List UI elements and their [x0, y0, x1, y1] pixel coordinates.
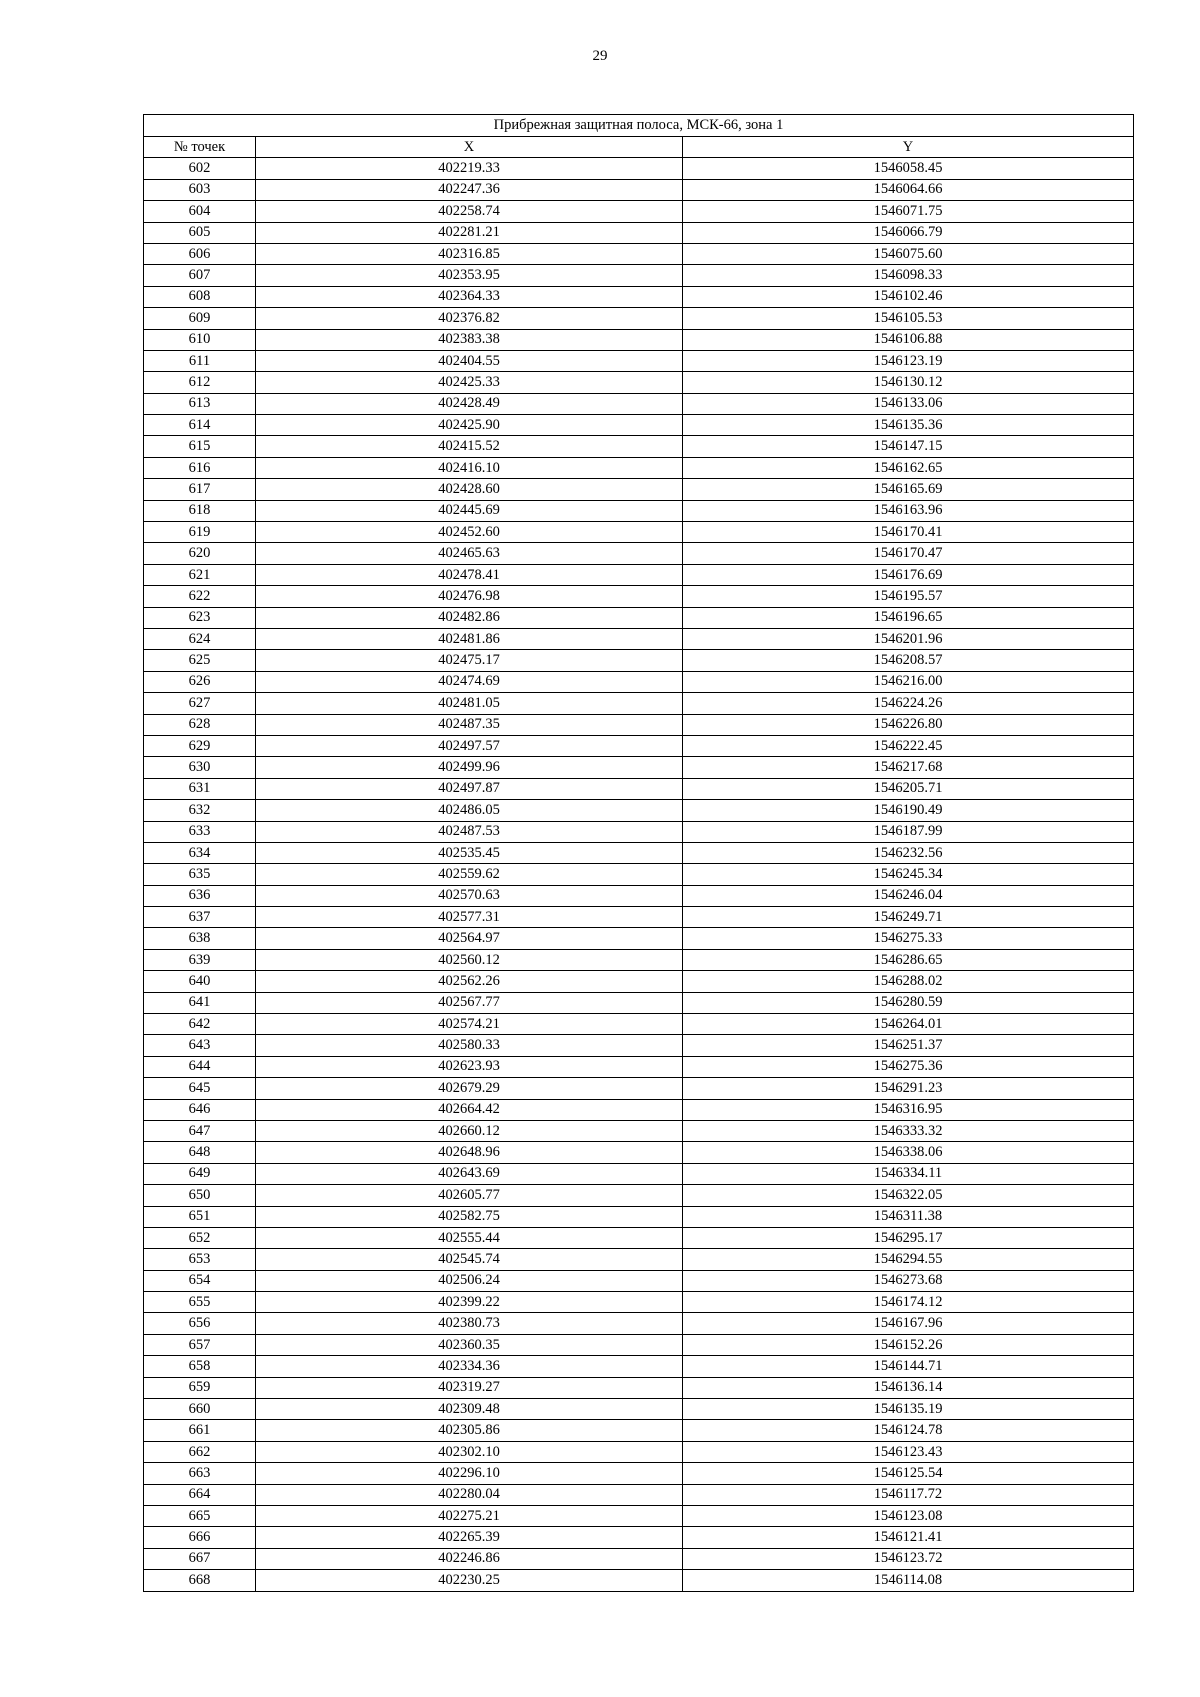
table-row	[144, 457, 1134, 478]
table-row	[144, 778, 1134, 799]
x-coordinate-cell: 402404.55	[256, 350, 683, 371]
y-coordinate-cell: 1546232.56	[683, 842, 1134, 863]
point-number-cell: 652	[144, 1227, 256, 1248]
table-row	[144, 1120, 1134, 1141]
x-coordinate-cell: 402643.69	[256, 1163, 683, 1184]
y-coordinate-cell: 1546167.96	[683, 1313, 1134, 1334]
x-coordinate-cell: 402258.74	[256, 201, 683, 222]
point-number-cell: 610	[144, 329, 256, 350]
y-coordinate-cell: 1546064.66	[683, 179, 1134, 200]
point-number-cell: 665	[144, 1506, 256, 1527]
y-coordinate-cell: 1546224.26	[683, 693, 1134, 714]
x-coordinate-cell: 402275.21	[256, 1506, 683, 1527]
y-coordinate-cell: 1546123.08	[683, 1506, 1134, 1527]
y-coordinate-cell: 1546125.54	[683, 1463, 1134, 1484]
x-coordinate-cell: 402416.10	[256, 457, 683, 478]
y-coordinate-cell: 1546114.08	[683, 1570, 1134, 1591]
table-row	[144, 500, 1134, 521]
point-number-cell: 633	[144, 821, 256, 842]
y-coordinate-cell: 1546106.88	[683, 329, 1134, 350]
y-coordinate-cell: 1546294.55	[683, 1249, 1134, 1270]
y-coordinate-cell: 1546121.41	[683, 1527, 1134, 1548]
y-coordinate-cell: 1546105.53	[683, 308, 1134, 329]
point-number-cell: 651	[144, 1206, 256, 1227]
y-coordinate-cell: 1546152.26	[683, 1334, 1134, 1355]
y-coordinate-cell: 1546333.32	[683, 1120, 1134, 1141]
x-coordinate-cell: 402280.04	[256, 1484, 683, 1505]
column-header-y: Y	[683, 137, 1134, 158]
table-row	[144, 1420, 1134, 1441]
x-coordinate-cell: 402481.86	[256, 628, 683, 649]
x-coordinate-cell: 402425.33	[256, 372, 683, 393]
y-coordinate-cell: 1546123.43	[683, 1441, 1134, 1462]
y-coordinate-cell: 1546136.14	[683, 1377, 1134, 1398]
y-coordinate-cell: 1546176.69	[683, 564, 1134, 585]
x-coordinate-cell: 402664.42	[256, 1099, 683, 1120]
table-row	[144, 1484, 1134, 1505]
y-coordinate-cell: 1546123.72	[683, 1548, 1134, 1569]
y-coordinate-cell: 1546135.19	[683, 1399, 1134, 1420]
table-row	[144, 1463, 1134, 1484]
x-coordinate-cell: 402475.17	[256, 650, 683, 671]
x-coordinate-cell: 402574.21	[256, 1014, 683, 1035]
x-coordinate-cell: 402452.60	[256, 522, 683, 543]
table-row	[144, 222, 1134, 243]
y-coordinate-cell: 1546226.80	[683, 714, 1134, 735]
table-row	[144, 372, 1134, 393]
x-coordinate-cell: 402353.95	[256, 265, 683, 286]
x-coordinate-cell: 402428.49	[256, 393, 683, 414]
table-row	[144, 1527, 1134, 1548]
table-row	[144, 1270, 1134, 1291]
y-coordinate-cell: 1546295.17	[683, 1227, 1134, 1248]
y-coordinate-cell: 1546334.11	[683, 1163, 1134, 1184]
y-coordinate-cell: 1546273.68	[683, 1270, 1134, 1291]
table-row	[144, 1078, 1134, 1099]
x-coordinate-cell: 402364.33	[256, 286, 683, 307]
y-coordinate-cell: 1546163.96	[683, 500, 1134, 521]
y-coordinate-cell: 1546135.36	[683, 415, 1134, 436]
table-row	[144, 179, 1134, 200]
y-coordinate-cell: 1546133.06	[683, 393, 1134, 414]
point-number-cell: 646	[144, 1099, 256, 1120]
table-title-row	[144, 115, 1134, 137]
y-coordinate-cell: 1546249.71	[683, 907, 1134, 928]
table-row	[144, 586, 1134, 607]
point-number-cell: 655	[144, 1292, 256, 1313]
point-number-cell: 632	[144, 800, 256, 821]
point-number-cell: 638	[144, 928, 256, 949]
point-number-cell: 617	[144, 479, 256, 500]
table-row	[144, 1441, 1134, 1462]
table-row	[144, 992, 1134, 1013]
table-row	[144, 842, 1134, 863]
y-coordinate-cell: 1546162.65	[683, 457, 1134, 478]
point-number-cell: 606	[144, 243, 256, 264]
x-coordinate-cell: 402648.96	[256, 1142, 683, 1163]
y-coordinate-cell: 1546124.78	[683, 1420, 1134, 1441]
table-row	[144, 479, 1134, 500]
table-row	[144, 1377, 1134, 1398]
table-row	[144, 800, 1134, 821]
y-coordinate-cell: 1546170.47	[683, 543, 1134, 564]
point-number-cell: 603	[144, 179, 256, 200]
x-coordinate-cell: 402497.87	[256, 778, 683, 799]
point-number-cell: 641	[144, 992, 256, 1013]
y-coordinate-cell: 1546316.95	[683, 1099, 1134, 1120]
point-number-cell: 653	[144, 1249, 256, 1270]
x-coordinate-cell: 402623.93	[256, 1056, 683, 1077]
point-number-cell: 631	[144, 778, 256, 799]
point-number-cell: 658	[144, 1356, 256, 1377]
x-coordinate-cell: 402360.35	[256, 1334, 683, 1355]
point-number-cell: 642	[144, 1014, 256, 1035]
x-coordinate-cell: 402296.10	[256, 1463, 683, 1484]
point-number-cell: 640	[144, 971, 256, 992]
point-number-cell: 619	[144, 522, 256, 543]
table-header-row	[144, 137, 1134, 158]
table-row	[144, 821, 1134, 842]
x-coordinate-cell: 402482.86	[256, 607, 683, 628]
point-number-cell: 609	[144, 308, 256, 329]
table-row	[144, 714, 1134, 735]
column-header-x: X	[256, 137, 683, 158]
table-row	[144, 907, 1134, 928]
y-coordinate-cell: 1546338.06	[683, 1142, 1134, 1163]
table-row	[144, 693, 1134, 714]
point-number-cell: 607	[144, 265, 256, 286]
table-row	[144, 393, 1134, 414]
y-coordinate-cell: 1546058.45	[683, 158, 1134, 179]
table-row	[144, 201, 1134, 222]
x-coordinate-cell: 402219.33	[256, 158, 683, 179]
x-coordinate-cell: 402247.36	[256, 179, 683, 200]
point-number-cell: 604	[144, 201, 256, 222]
point-number-cell: 659	[144, 1377, 256, 1398]
y-coordinate-cell: 1546147.15	[683, 436, 1134, 457]
point-number-cell: 660	[144, 1399, 256, 1420]
point-number-cell: 630	[144, 757, 256, 778]
table-row	[144, 1099, 1134, 1120]
x-coordinate-cell: 402465.63	[256, 543, 683, 564]
y-coordinate-cell: 1546291.23	[683, 1078, 1134, 1099]
table-row	[144, 1249, 1134, 1270]
x-coordinate-cell: 402605.77	[256, 1185, 683, 1206]
y-coordinate-cell: 1546075.60	[683, 243, 1134, 264]
table-row	[144, 564, 1134, 585]
point-number-cell: 666	[144, 1527, 256, 1548]
x-coordinate-cell: 402474.69	[256, 671, 683, 692]
point-number-cell: 635	[144, 864, 256, 885]
table-row	[144, 243, 1134, 264]
table-row	[144, 671, 1134, 692]
x-coordinate-cell: 402399.22	[256, 1292, 683, 1313]
y-coordinate-cell: 1546275.33	[683, 928, 1134, 949]
point-number-cell: 608	[144, 286, 256, 307]
table-row	[144, 329, 1134, 350]
coordinates-table	[143, 114, 1134, 1592]
table-row	[144, 1142, 1134, 1163]
point-number-cell: 663	[144, 1463, 256, 1484]
point-number-cell: 621	[144, 564, 256, 585]
y-coordinate-cell: 1546280.59	[683, 992, 1134, 1013]
table-row	[144, 1356, 1134, 1377]
y-coordinate-cell: 1546187.99	[683, 821, 1134, 842]
table-row	[144, 971, 1134, 992]
point-number-cell: 627	[144, 693, 256, 714]
table-title: Прибрежная защитная полоса, МСК-66, зона 1	[144, 115, 1134, 137]
x-coordinate-cell: 402582.75	[256, 1206, 683, 1227]
y-coordinate-cell: 1546216.00	[683, 671, 1134, 692]
table-row	[144, 543, 1134, 564]
y-coordinate-cell: 1546130.12	[683, 372, 1134, 393]
table-row	[144, 735, 1134, 756]
y-coordinate-cell: 1546286.65	[683, 949, 1134, 970]
table-row	[144, 949, 1134, 970]
x-coordinate-cell: 402425.90	[256, 415, 683, 436]
y-coordinate-cell: 1546205.71	[683, 778, 1134, 799]
point-number-cell: 622	[144, 586, 256, 607]
table-row	[144, 885, 1134, 906]
point-number-cell: 657	[144, 1334, 256, 1355]
x-coordinate-cell: 402309.48	[256, 1399, 683, 1420]
x-coordinate-cell: 402334.36	[256, 1356, 683, 1377]
point-number-cell: 645	[144, 1078, 256, 1099]
table-row	[144, 928, 1134, 949]
table-row	[144, 1334, 1134, 1355]
point-number-cell: 656	[144, 1313, 256, 1334]
table-body	[144, 158, 1134, 1591]
point-number-cell: 623	[144, 607, 256, 628]
y-coordinate-cell: 1546170.41	[683, 522, 1134, 543]
y-coordinate-cell: 1546245.34	[683, 864, 1134, 885]
table-row	[144, 864, 1134, 885]
x-coordinate-cell: 402281.21	[256, 222, 683, 243]
point-number-cell: 668	[144, 1570, 256, 1591]
x-coordinate-cell: 402564.97	[256, 928, 683, 949]
point-number-cell: 661	[144, 1420, 256, 1441]
x-coordinate-cell: 402265.39	[256, 1527, 683, 1548]
x-coordinate-cell: 402545.74	[256, 1249, 683, 1270]
table-row	[144, 757, 1134, 778]
point-number-cell: 649	[144, 1163, 256, 1184]
table-row	[144, 265, 1134, 286]
x-coordinate-cell: 402302.10	[256, 1441, 683, 1462]
table-row	[144, 1570, 1134, 1591]
y-coordinate-cell: 1546144.71	[683, 1356, 1134, 1377]
x-coordinate-cell: 402487.35	[256, 714, 683, 735]
table-row	[144, 436, 1134, 457]
table-row	[144, 607, 1134, 628]
x-coordinate-cell: 402478.41	[256, 564, 683, 585]
point-number-cell: 602	[144, 158, 256, 179]
x-coordinate-cell: 402560.12	[256, 949, 683, 970]
table-row	[144, 1548, 1134, 1569]
x-coordinate-cell: 402562.26	[256, 971, 683, 992]
x-coordinate-cell: 402319.27	[256, 1377, 683, 1398]
point-number-cell: 650	[144, 1185, 256, 1206]
point-number-cell: 644	[144, 1056, 256, 1077]
x-coordinate-cell: 402559.62	[256, 864, 683, 885]
point-number-cell: 636	[144, 885, 256, 906]
table-row	[144, 308, 1134, 329]
x-coordinate-cell: 402305.86	[256, 1420, 683, 1441]
table-row	[144, 286, 1134, 307]
table-row	[144, 1206, 1134, 1227]
table-row	[144, 158, 1134, 179]
x-coordinate-cell: 402376.82	[256, 308, 683, 329]
point-number-cell: 654	[144, 1270, 256, 1291]
y-coordinate-cell: 1546066.79	[683, 222, 1134, 243]
point-number-cell: 605	[144, 222, 256, 243]
y-coordinate-cell: 1546165.69	[683, 479, 1134, 500]
point-number-cell: 618	[144, 500, 256, 521]
point-number-cell: 611	[144, 350, 256, 371]
point-number-cell: 615	[144, 436, 256, 457]
point-number-cell: 634	[144, 842, 256, 863]
y-coordinate-cell: 1546217.68	[683, 757, 1134, 778]
y-coordinate-cell: 1546123.19	[683, 350, 1134, 371]
y-coordinate-cell: 1546190.49	[683, 800, 1134, 821]
y-coordinate-cell: 1546208.57	[683, 650, 1134, 671]
point-number-cell: 613	[144, 393, 256, 414]
table-row	[144, 415, 1134, 436]
x-coordinate-cell: 402535.45	[256, 842, 683, 863]
x-coordinate-cell: 402230.25	[256, 1570, 683, 1591]
x-coordinate-cell: 402555.44	[256, 1227, 683, 1248]
point-number-cell: 637	[144, 907, 256, 928]
point-number-cell: 624	[144, 628, 256, 649]
x-coordinate-cell: 402380.73	[256, 1313, 683, 1334]
y-coordinate-cell: 1546102.46	[683, 286, 1134, 307]
x-coordinate-cell: 402428.60	[256, 479, 683, 500]
y-coordinate-cell: 1546275.36	[683, 1056, 1134, 1077]
point-number-cell: 620	[144, 543, 256, 564]
point-number-cell: 628	[144, 714, 256, 735]
point-number-cell: 647	[144, 1120, 256, 1141]
x-coordinate-cell: 402570.63	[256, 885, 683, 906]
table-row	[144, 1313, 1134, 1334]
x-coordinate-cell: 402506.24	[256, 1270, 683, 1291]
table-row	[144, 628, 1134, 649]
y-coordinate-cell: 1546117.72	[683, 1484, 1134, 1505]
y-coordinate-cell: 1546195.57	[683, 586, 1134, 607]
table-row	[144, 1056, 1134, 1077]
x-coordinate-cell: 402580.33	[256, 1035, 683, 1056]
point-number-cell: 648	[144, 1142, 256, 1163]
x-coordinate-cell: 402567.77	[256, 992, 683, 1013]
y-coordinate-cell: 1546288.02	[683, 971, 1134, 992]
x-coordinate-cell: 402486.05	[256, 800, 683, 821]
point-number-cell: 616	[144, 457, 256, 478]
table-row	[144, 1163, 1134, 1184]
point-number-cell: 664	[144, 1484, 256, 1505]
table-row	[144, 1227, 1134, 1248]
point-number-cell: 614	[144, 415, 256, 436]
page-number: 29	[592, 48, 608, 64]
x-coordinate-cell: 402246.86	[256, 1548, 683, 1569]
point-number-cell: 643	[144, 1035, 256, 1056]
table-row	[144, 650, 1134, 671]
table-row	[144, 522, 1134, 543]
x-coordinate-cell: 402383.38	[256, 329, 683, 350]
y-coordinate-cell: 1546251.37	[683, 1035, 1134, 1056]
point-number-cell: 625	[144, 650, 256, 671]
x-coordinate-cell: 402476.98	[256, 586, 683, 607]
y-coordinate-cell: 1546098.33	[683, 265, 1134, 286]
x-coordinate-cell: 402499.96	[256, 757, 683, 778]
y-coordinate-cell: 1546246.04	[683, 885, 1134, 906]
y-coordinate-cell: 1546222.45	[683, 735, 1134, 756]
point-number-cell: 662	[144, 1441, 256, 1462]
table-row	[144, 350, 1134, 371]
y-coordinate-cell: 1546264.01	[683, 1014, 1134, 1035]
column-header-point-number: № точек	[144, 137, 256, 158]
x-coordinate-cell: 402445.69	[256, 500, 683, 521]
table-row	[144, 1399, 1134, 1420]
table-row	[144, 1014, 1134, 1035]
y-coordinate-cell: 1546311.38	[683, 1206, 1134, 1227]
table-row	[144, 1185, 1134, 1206]
point-number-cell: 626	[144, 671, 256, 692]
x-coordinate-cell: 402316.85	[256, 243, 683, 264]
point-number-cell: 639	[144, 949, 256, 970]
point-number-cell: 629	[144, 735, 256, 756]
point-number-cell: 667	[144, 1548, 256, 1569]
table-row	[144, 1035, 1134, 1056]
point-number-cell: 612	[144, 372, 256, 393]
table-row	[144, 1292, 1134, 1313]
y-coordinate-cell: 1546322.05	[683, 1185, 1134, 1206]
x-coordinate-cell: 402679.29	[256, 1078, 683, 1099]
x-coordinate-cell: 402577.31	[256, 907, 683, 928]
x-coordinate-cell: 402415.52	[256, 436, 683, 457]
y-coordinate-cell: 1546174.12	[683, 1292, 1134, 1313]
x-coordinate-cell: 402481.05	[256, 693, 683, 714]
table-row	[144, 1506, 1134, 1527]
x-coordinate-cell: 402497.57	[256, 735, 683, 756]
x-coordinate-cell: 402487.53	[256, 821, 683, 842]
x-coordinate-cell: 402660.12	[256, 1120, 683, 1141]
y-coordinate-cell: 1546201.96	[683, 628, 1134, 649]
y-coordinate-cell: 1546071.75	[683, 201, 1134, 222]
y-coordinate-cell: 1546196.65	[683, 607, 1134, 628]
